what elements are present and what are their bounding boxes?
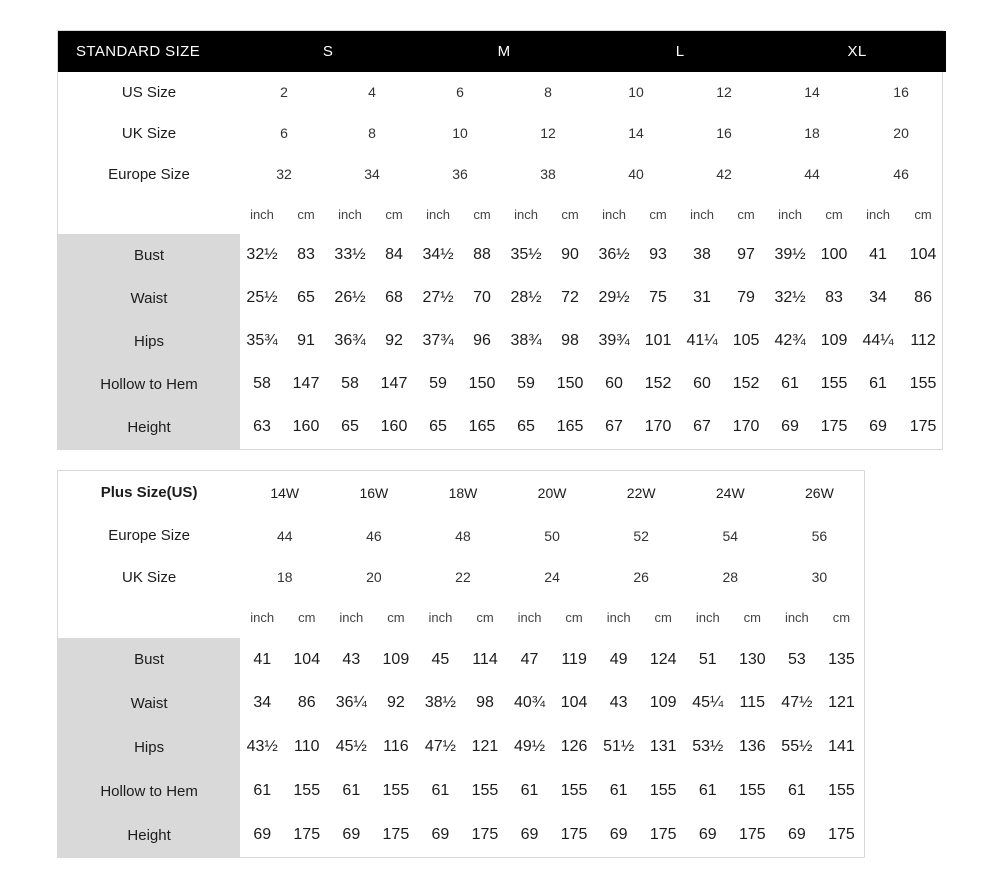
- unit-inch-5: inch: [690, 206, 714, 222]
- height-inch-4: 67: [605, 418, 623, 436]
- waist-inch-5: 31: [693, 289, 711, 307]
- plus-hips-inch-2: 47½: [424, 738, 456, 756]
- hollow-cm-6: 155: [820, 375, 848, 393]
- hollow-cm-2: 150: [468, 375, 496, 393]
- hollow-cm-7: 155: [909, 375, 937, 393]
- plus-bust-inch-3: 47: [520, 650, 539, 668]
- plus-hollow-inch-3: 61: [520, 782, 539, 800]
- height-cm-3: 165: [556, 418, 584, 436]
- plus-hips-cm-1: 116: [383, 738, 409, 756]
- row-label-plus-height: Height: [58, 813, 240, 857]
- bust-inch-7: 41: [869, 246, 887, 264]
- plus-waist-cm-3: 104: [560, 694, 588, 712]
- row-plus-europe-size: [58, 515, 864, 557]
- table-row: [58, 813, 864, 857]
- plus-hips-inch-5: 53½: [692, 738, 724, 756]
- unit-inch-2: inch: [426, 206, 450, 222]
- bust-inch-3: 35½: [510, 246, 542, 264]
- hips-inch-6: 42¾: [774, 332, 806, 350]
- eu-size-5: 42: [716, 166, 732, 183]
- plus-size-4: 22W: [626, 484, 656, 501]
- table-row: [58, 406, 946, 449]
- plus-unit-inch-5: inch: [695, 610, 720, 626]
- height-inch-3: 65: [517, 418, 535, 436]
- plus-unit-inch-3: inch: [517, 610, 542, 626]
- plus-bust-inch-6: 53: [787, 650, 806, 668]
- plus-uk-6: 30: [811, 569, 828, 586]
- hips-cm-6: 109: [820, 332, 848, 350]
- hollow-cm-1: 147: [380, 375, 408, 393]
- plus-waist-inch-2: 38½: [424, 694, 456, 712]
- height-cm-7: 175: [909, 418, 937, 436]
- hips-cm-7: 112: [910, 332, 936, 350]
- bust-cm-2: 88: [473, 246, 491, 264]
- size-label-l: L: [592, 31, 768, 72]
- table-row: [58, 320, 946, 363]
- plus-waist-inch-0: 34: [253, 694, 272, 712]
- plus-height-cm-4: 175: [649, 826, 677, 844]
- row-label-plus-waist: Waist: [58, 682, 240, 726]
- row-uk-size: [58, 113, 946, 154]
- waist-inch-1: 26½: [334, 289, 366, 307]
- row-label-europe-size: Europe Size: [108, 165, 190, 183]
- row-us-size: [58, 72, 946, 113]
- eu-size-4: 40: [628, 166, 644, 183]
- waist-cm-4: 75: [649, 289, 667, 307]
- bust-inch-2: 34½: [422, 246, 454, 264]
- unit-cm-2: cm: [473, 206, 491, 222]
- plus-bust-cm-5: 130: [738, 650, 766, 668]
- us-size-5: 12: [716, 84, 732, 101]
- plus-hollow-inch-4: 61: [609, 782, 628, 800]
- row-plus-size-us: [58, 471, 864, 515]
- plus-waist-cm-5: 115: [739, 694, 766, 712]
- bust-inch-6: 39½: [774, 246, 806, 264]
- eu-size-7: 46: [893, 166, 909, 183]
- hips-cm-3: 98: [561, 332, 579, 350]
- plus-size-table: [58, 471, 864, 857]
- plus-bust-cm-2: 114: [472, 650, 498, 668]
- bust-cm-0: 83: [297, 246, 315, 264]
- plus-height-inch-5: 69: [698, 826, 717, 844]
- uk-size-5: 16: [716, 125, 732, 142]
- waist-inch-7: 34: [869, 289, 887, 307]
- plus-hips-cm-6: 141: [828, 738, 855, 756]
- waist-inch-4: 29½: [598, 289, 630, 307]
- plus-eu-3: 50: [544, 527, 560, 544]
- plus-uk-3: 24: [544, 569, 560, 586]
- unit-inch-3: inch: [514, 206, 538, 222]
- uk-size-6: 18: [804, 125, 820, 142]
- height-inch-7: 69: [869, 418, 887, 436]
- hollow-inch-2: 59: [429, 375, 447, 393]
- uk-size-3: 12: [540, 125, 556, 142]
- waist-cm-2: 70: [473, 289, 491, 307]
- plus-waist-inch-5: 45¼: [692, 694, 724, 712]
- waist-cm-0: 65: [297, 289, 315, 307]
- height-inch-5: 67: [693, 418, 711, 436]
- eu-size-0: 32: [276, 166, 292, 183]
- hollow-inch-6: 61: [781, 375, 799, 393]
- plus-bust-inch-0: 41: [253, 650, 272, 668]
- hips-inch-3: 38¾: [510, 332, 542, 350]
- unit-cm-5: cm: [737, 206, 755, 222]
- plus-size-chart: [57, 470, 865, 858]
- uk-size-4: 14: [628, 125, 644, 142]
- height-cm-5: 170: [732, 418, 760, 436]
- us-size-3: 8: [544, 84, 552, 101]
- plus-hips-inch-6: 55½: [781, 738, 813, 756]
- bust-cm-5: 97: [737, 246, 755, 264]
- plus-hips-cm-4: 131: [649, 738, 677, 756]
- plus-height-inch-4: 69: [609, 826, 628, 844]
- waist-cm-6: 83: [825, 289, 843, 307]
- plus-waist-cm-4: 109: [649, 694, 677, 712]
- plus-bust-inch-1: 43: [342, 650, 361, 668]
- unit-cm-4: cm: [649, 206, 667, 222]
- plus-size-5: 24W: [715, 484, 745, 501]
- units-spacer: [58, 195, 240, 234]
- plus-unit-inch-6: inch: [784, 610, 809, 626]
- plus-height-inch-6: 69: [787, 826, 806, 844]
- waist-cm-3: 72: [561, 289, 579, 307]
- plus-waist-inch-6: 47½: [781, 694, 813, 712]
- plus-units-spacer: [58, 598, 240, 637]
- bust-inch-0: 32½: [246, 246, 278, 264]
- bust-cm-3: 90: [561, 246, 579, 264]
- plus-hollow-cm-0: 155: [293, 782, 321, 800]
- row-europe-size: [58, 154, 946, 195]
- waist-inch-6: 32½: [774, 289, 806, 307]
- plus-eu-2: 48: [455, 527, 471, 544]
- plus-unit-cm-4: cm: [654, 610, 672, 626]
- hollow-cm-3: 150: [556, 375, 584, 393]
- standard-size-table: [58, 31, 946, 449]
- bust-cm-6: 100: [820, 246, 848, 264]
- hollow-inch-1: 58: [341, 375, 359, 393]
- row-units: [58, 195, 946, 234]
- hips-inch-2: 37¾: [422, 332, 454, 350]
- row-label-plus-uk-size: UK Size: [122, 568, 177, 586]
- plus-height-cm-3: 175: [560, 826, 588, 844]
- plus-uk-4: 26: [633, 569, 649, 586]
- plus-hips-cm-5: 136: [738, 738, 766, 756]
- hips-cm-0: 91: [297, 332, 315, 350]
- us-size-2: 6: [456, 84, 464, 101]
- plus-hollow-cm-5: 155: [738, 782, 766, 800]
- waist-inch-3: 28½: [510, 289, 542, 307]
- hips-cm-4: 101: [644, 332, 672, 350]
- uk-size-2: 10: [452, 125, 468, 142]
- plus-bust-cm-0: 104: [293, 650, 321, 668]
- table-row: [58, 638, 864, 682]
- eu-size-1: 34: [364, 166, 380, 183]
- row-plus-uk-size: [58, 557, 864, 599]
- us-size-6: 14: [804, 84, 820, 101]
- plus-eu-5: 54: [722, 527, 739, 544]
- plus-bust-cm-3: 119: [561, 650, 587, 668]
- hips-inch-7: 44¼: [862, 332, 894, 350]
- eu-size-2: 36: [452, 166, 468, 183]
- plus-uk-0: 18: [276, 569, 293, 586]
- plus-uk-2: 22: [455, 569, 471, 586]
- plus-height-cm-5: 175: [738, 826, 766, 844]
- row-label-plus-size: Plus Size(US): [100, 484, 198, 502]
- plus-waist-cm-0: 86: [297, 694, 316, 712]
- plus-height-inch-3: 69: [520, 826, 539, 844]
- plus-waist-inch-3: 40¾: [513, 694, 546, 712]
- plus-hollow-cm-1: 155: [382, 782, 410, 800]
- plus-height-inch-1: 69: [342, 826, 361, 844]
- plus-bust-inch-5: 51: [698, 650, 717, 668]
- plus-waist-cm-1: 92: [386, 694, 405, 712]
- hollow-inch-7: 61: [869, 375, 887, 393]
- plus-eu-1: 46: [366, 527, 382, 544]
- plus-hips-inch-4: 51½: [603, 738, 635, 756]
- size-label-s: S: [240, 31, 416, 72]
- plus-hollow-cm-2: 155: [471, 782, 499, 800]
- plus-height-cm-2: 175: [471, 826, 499, 844]
- standard-header-row: [58, 31, 946, 72]
- row-label-waist: Waist: [58, 277, 240, 320]
- unit-inch-4: inch: [602, 206, 626, 222]
- unit-cm-6: cm: [825, 206, 843, 222]
- height-inch-2: 65: [429, 418, 447, 436]
- plus-bust-cm-4: 124: [649, 650, 677, 668]
- plus-size-0: 14W: [270, 484, 300, 501]
- row-label-plus-europe-size: Europe Size: [108, 527, 190, 545]
- plus-bust-cm-1: 109: [382, 650, 410, 668]
- row-label-plus-hips: Hips: [58, 725, 240, 769]
- row-label-height: Height: [58, 406, 240, 449]
- hips-inch-0: 35¾: [246, 332, 278, 350]
- row-label-plus-hollow-to-hem: Hollow to Hem: [58, 769, 240, 813]
- bust-cm-1: 84: [385, 246, 403, 264]
- plus-unit-inch-4: inch: [606, 610, 631, 626]
- plus-unit-cm-2: cm: [476, 610, 494, 626]
- plus-hollow-cm-3: 155: [560, 782, 588, 800]
- plus-uk-5: 28: [722, 569, 739, 586]
- hollow-cm-0: 147: [292, 375, 320, 393]
- hollow-cm-5: 152: [732, 375, 760, 393]
- hips-inch-1: 36¾: [334, 332, 366, 350]
- row-label-hollow-to-hem: Hollow to Hem: [58, 363, 240, 406]
- hollow-inch-3: 59: [517, 375, 535, 393]
- height-inch-6: 69: [781, 418, 799, 436]
- row-label-hips: Hips: [58, 320, 240, 363]
- eu-size-6: 44: [804, 166, 820, 183]
- height-cm-2: 165: [468, 418, 496, 436]
- bust-cm-7: 104: [909, 246, 937, 264]
- unit-cm-3: cm: [561, 206, 579, 222]
- standard-size-chart: [57, 30, 943, 450]
- row-label-bust: Bust: [58, 234, 240, 277]
- size-label-m: M: [416, 31, 592, 72]
- table-row: [58, 277, 946, 320]
- eu-size-3: 38: [540, 166, 556, 183]
- plus-height-inch-0: 69: [253, 826, 272, 844]
- unit-inch-6: inch: [778, 206, 802, 222]
- us-size-0: 2: [280, 84, 288, 101]
- plus-waist-cm-6: 121: [828, 694, 855, 712]
- hips-inch-5: 41¼: [686, 332, 718, 350]
- table-row: [58, 725, 864, 769]
- bust-inch-4: 36½: [598, 246, 630, 264]
- plus-eu-6: 56: [811, 527, 828, 544]
- hips-inch-4: 39¾: [598, 332, 630, 350]
- hips-cm-5: 105: [732, 332, 760, 350]
- plus-unit-inch-1: inch: [339, 610, 364, 626]
- plus-height-inch-2: 69: [431, 826, 450, 844]
- plus-unit-cm-5: cm: [743, 610, 761, 626]
- bust-cm-4: 93: [649, 246, 667, 264]
- height-cm-0: 160: [292, 418, 320, 436]
- plus-hips-cm-0: 110: [294, 738, 320, 756]
- uk-size-7: 20: [893, 125, 909, 142]
- plus-height-cm-0: 175: [293, 826, 321, 844]
- plus-unit-inch-2: inch: [428, 610, 453, 626]
- table-row: [58, 769, 864, 813]
- us-size-7: 16: [893, 84, 909, 101]
- plus-size-3: 20W: [537, 484, 567, 501]
- bust-inch-5: 38: [693, 246, 711, 264]
- waist-inch-2: 27½: [422, 289, 454, 307]
- size-label-xl: XL: [768, 31, 946, 72]
- height-cm-1: 160: [380, 418, 408, 436]
- table-row: [58, 682, 864, 726]
- us-size-1: 4: [368, 84, 376, 101]
- plus-unit-cm-3: cm: [565, 610, 583, 626]
- standard-title: STANDARD SIZE: [58, 31, 240, 72]
- uk-size-0: 6: [280, 125, 288, 142]
- waist-inch-0: 25½: [246, 289, 278, 307]
- waist-cm-5: 79: [737, 289, 755, 307]
- table-row: [58, 363, 946, 406]
- plus-size-6: 26W: [805, 484, 834, 501]
- plus-uk-1: 20: [366, 569, 382, 586]
- table-row: [58, 234, 946, 277]
- plus-waist-inch-4: 43: [609, 694, 628, 712]
- hollow-inch-0: 58: [253, 375, 271, 393]
- plus-height-cm-6: 175: [828, 826, 855, 844]
- height-cm-4: 170: [644, 418, 672, 436]
- plus-hips-inch-3: 49½: [513, 738, 546, 756]
- plus-size-2: 18W: [448, 484, 478, 501]
- plus-height-cm-1: 175: [382, 826, 410, 844]
- plus-waist-inch-1: 36¼: [335, 694, 367, 712]
- plus-bust-inch-2: 45: [431, 650, 450, 668]
- plus-hollow-cm-4: 155: [649, 782, 677, 800]
- uk-size-1: 8: [368, 125, 376, 142]
- height-inch-0: 63: [253, 418, 271, 436]
- hollow-inch-5: 60: [693, 375, 711, 393]
- plus-bust-cm-6: 135: [828, 650, 855, 668]
- row-plus-units: [58, 598, 864, 637]
- row-label-us-size: US Size: [121, 83, 177, 101]
- unit-inch-1: inch: [338, 206, 362, 222]
- height-inch-1: 65: [341, 418, 359, 436]
- plus-hollow-inch-0: 61: [253, 782, 272, 800]
- bust-inch-1: 33½: [334, 246, 366, 264]
- unit-inch-7: inch: [866, 206, 890, 222]
- waist-cm-7: 86: [914, 289, 932, 307]
- hollow-inch-4: 60: [605, 375, 623, 393]
- plus-hips-cm-3: 126: [560, 738, 588, 756]
- plus-hollow-inch-5: 61: [698, 782, 717, 800]
- plus-hollow-inch-2: 61: [431, 782, 450, 800]
- waist-cm-1: 68: [385, 289, 403, 307]
- unit-cm-1: cm: [385, 206, 403, 222]
- plus-hips-inch-0: 43½: [246, 738, 278, 756]
- plus-unit-cm-1: cm: [387, 610, 405, 626]
- row-label-uk-size: UK Size: [121, 124, 177, 142]
- unit-cm-0: cm: [297, 206, 315, 222]
- plus-eu-0: 44: [276, 527, 293, 544]
- plus-hollow-cm-6: 155: [828, 782, 855, 800]
- unit-inch-0: inch: [250, 206, 274, 222]
- plus-hips-inch-1: 45½: [335, 738, 367, 756]
- hips-cm-1: 92: [385, 332, 403, 350]
- plus-bust-inch-4: 49: [609, 650, 628, 668]
- plus-hollow-inch-6: 61: [787, 782, 806, 800]
- plus-size-1: 16W: [359, 484, 389, 501]
- plus-hips-cm-2: 121: [471, 738, 499, 756]
- row-label-plus-bust: Bust: [58, 638, 240, 682]
- hollow-cm-4: 152: [644, 375, 672, 393]
- plus-unit-inch-0: inch: [250, 610, 275, 626]
- plus-hollow-inch-1: 61: [342, 782, 361, 800]
- plus-waist-cm-2: 98: [476, 694, 494, 712]
- hips-cm-2: 96: [473, 332, 491, 350]
- us-size-4: 10: [628, 84, 644, 101]
- plus-unit-cm-6: cm: [832, 610, 851, 626]
- plus-unit-cm-0: cm: [298, 610, 316, 626]
- plus-eu-4: 52: [633, 527, 649, 544]
- height-cm-6: 175: [820, 418, 848, 436]
- unit-cm-7: cm: [914, 206, 932, 222]
